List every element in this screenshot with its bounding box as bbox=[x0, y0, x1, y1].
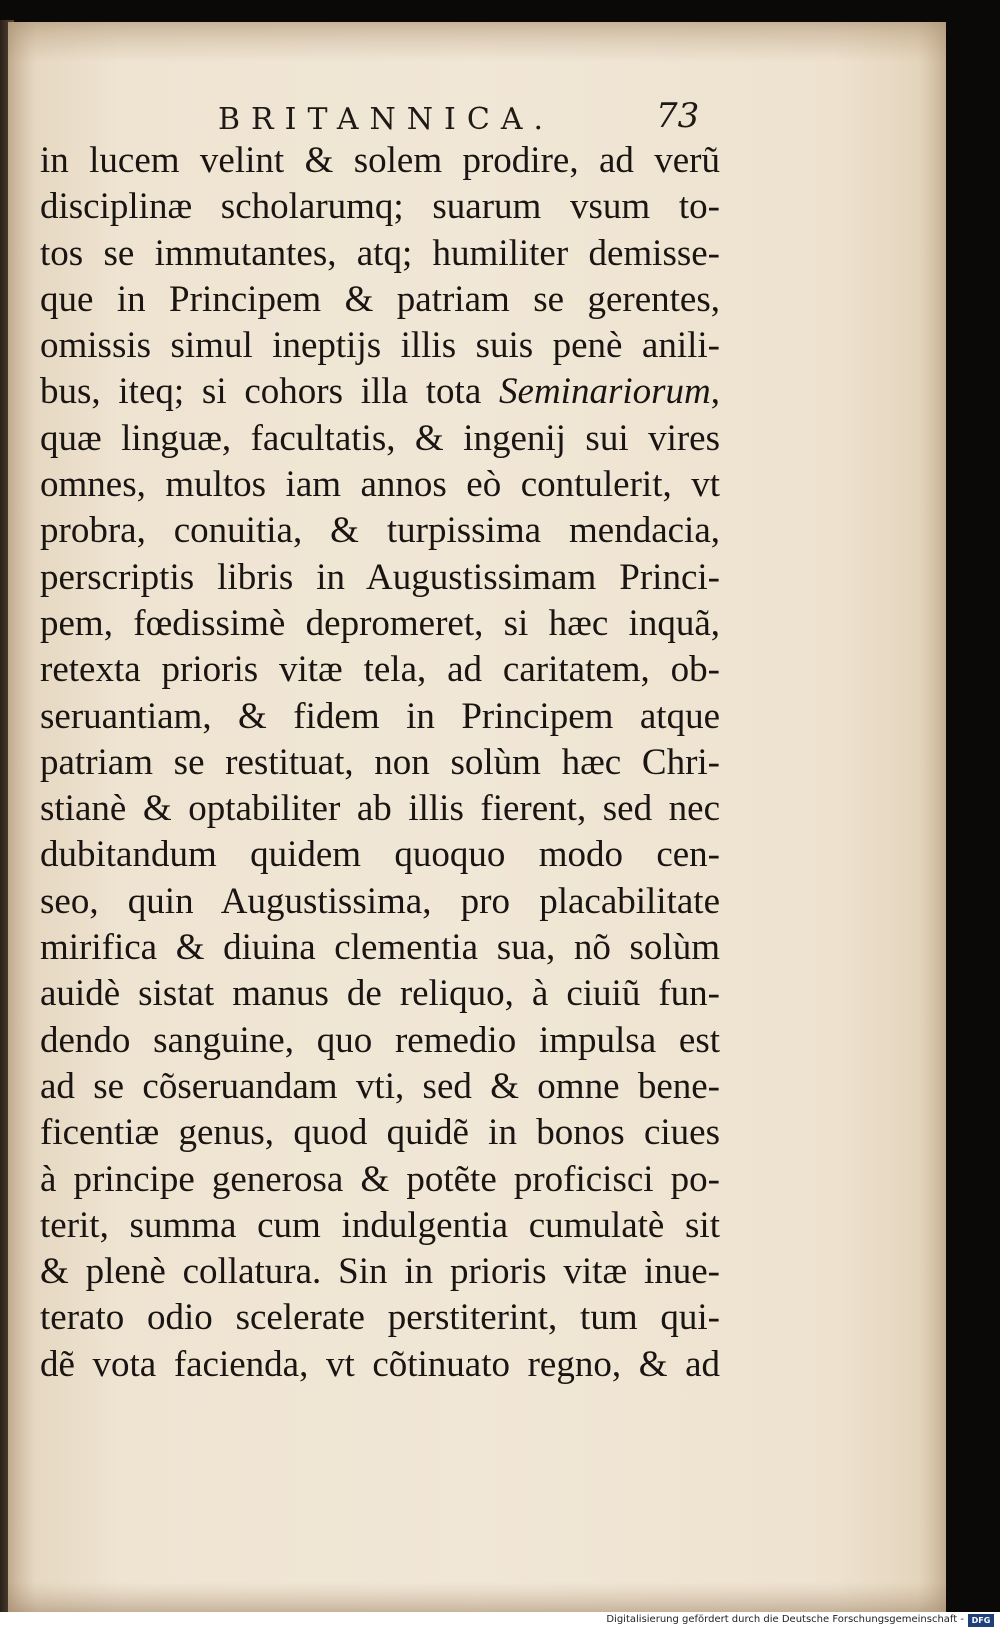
text-line-5: omissis simul ineptijs illis suis penè anili- bbox=[40, 325, 720, 367]
text-line-22: ficentiæ genus, quod quidẽ in bonos ciues bbox=[40, 1112, 720, 1154]
text-line-16: dubitandum quidem quoquo modo cen- bbox=[40, 834, 720, 876]
text-line-1: in lucem velint & solem prodire, ad verũ bbox=[40, 140, 720, 181]
text-line-3: tos se immutantes, atq; humiliter demisse- bbox=[40, 232, 720, 274]
text-line-14: patriam se restituat, non solùm hæc Chri- bbox=[40, 741, 720, 783]
text-line-6-suffix: , bbox=[710, 371, 720, 413]
text-line-25: & plenè collatura. Sin in prioris vitæ inue- bbox=[40, 1251, 720, 1293]
text-line-6 bbox=[40, 369, 720, 415]
text-line-4: que in Principem & patriam se gerentes, bbox=[40, 278, 720, 320]
text-line-19: auidè sistat manus de reliquo, à ciuiũ fun- bbox=[40, 973, 720, 1015]
text-line-8: omnes, multos iam annos eò contulerit, vt bbox=[40, 464, 720, 506]
text-line-9: probra, conuitia, & turpissima mendacia, bbox=[40, 510, 720, 552]
text-line-13: seruantiam, & fidem in Principem atque bbox=[40, 695, 720, 737]
text-line-20: dendo sanguine, quo remedio impulsa est bbox=[40, 1019, 720, 1061]
text-line-12: retexta prioris vitæ tela, ad caritatem, ob- bbox=[40, 649, 720, 691]
text-line-2: disciplinæ scholarumq; suarum vsum to- bbox=[40, 186, 720, 228]
text-line-11: pem, fœdissimè depromeret, si hæc inquã, bbox=[40, 602, 720, 644]
body-text bbox=[40, 138, 720, 1388]
dfg-logo: DFG bbox=[968, 1614, 994, 1627]
text-line-23: à principe generosa & potẽte proficisci po- bbox=[40, 1158, 720, 1200]
italic-word-seminariorum: Seminariorum bbox=[499, 371, 711, 413]
page-number: 73 bbox=[656, 96, 700, 136]
book-page bbox=[8, 22, 946, 1612]
text-line-10: perscriptis libris in Augustissimam Princi- bbox=[40, 556, 720, 598]
text-line-26: terato odio scelerate perstiterint, tum qui- bbox=[40, 1297, 720, 1339]
text-line-7: quæ linguæ, facultatis, & ingenij sui vires bbox=[40, 417, 720, 459]
running-head: BRITANNICA. bbox=[218, 102, 555, 137]
text-line-6-roman: bus, iteq; si cohors illa tota bbox=[40, 371, 500, 413]
funding-credit: Digitalisierung gefördert durch die Deutsche Forschungsgemeinschaft - bbox=[606, 1614, 964, 1625]
text-line-17: seo, quin Augustissima, pro placabilitate bbox=[40, 880, 720, 922]
text-line-21: ad se cõseruandam vti, sed & omne bene- bbox=[40, 1065, 720, 1107]
text-line-15: stianè & optabiliter ab illis fierent, sed nec bbox=[40, 788, 720, 830]
text-line-24: terit, summa cum indulgentia cumulatè sit bbox=[40, 1204, 720, 1246]
text-line-18: mirifica & diuina clementia sua, nõ solùm bbox=[40, 927, 720, 969]
text-line-27: dẽ vota facienda, vt cõtinuato regno, & ad bbox=[40, 1343, 720, 1385]
